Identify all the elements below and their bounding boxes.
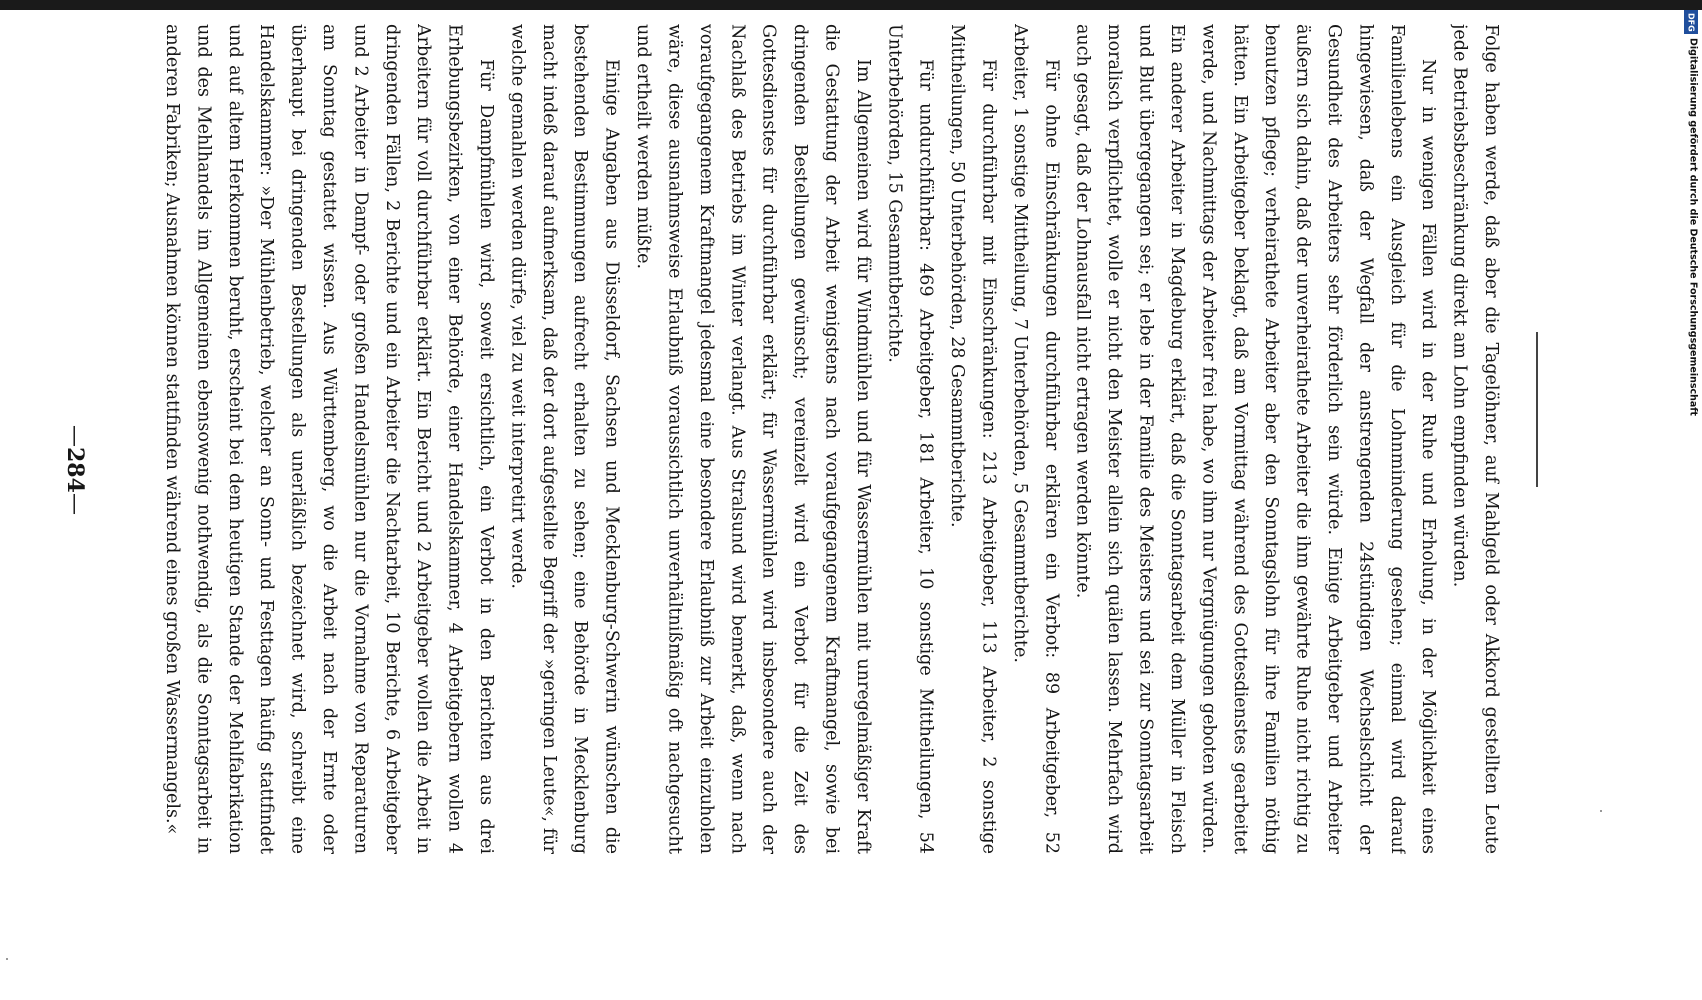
paragraph: Im Allgemeinen wird für Windmühlen und für Wassermühlen mit unregelmäßiger Kraft die Gestattung der Arbeit wenigstens nach voraufgegangenem Kraftmangel, sowie bei dringenden Bestellungen gewünscht; vereinzelt wird ein Verbot für die Zeit des Gottesdienstes für durchführbar erklärt; für Wassermühlen wird insbesondere auch der Nachlaß des Betriebs im Winter verlangt. Aus Stralsund wird bemerkt, daß, wenn nach voraufgegangenem Kraftmangel jedesmal eine besondere Erlaubniß zur Arbeit einzuholen wäre, diese ausnahmsweise Erlaubniß voraussichtlich unverhältnißmäßig oft nachgesucht und ertheilt werden müßte. <box>633 24 873 854</box>
dfg-logo: DFG <box>1684 10 1698 34</box>
paragraph: Folge haben werde, daß aber die Tagelöhner, auf Mahlgeld oder Akkord gestellten Leute jede Betriebsbeschränkung direkt am Lohn empfinden würden. <box>1449 24 1501 854</box>
paragraph: Einige Angaben aus Düsseldorf, Sachsen und Mecklenburg-Schwerin wünschen die bestehenden Bestimmungen aufrecht erhalten zu sehen; eine Behörde in Mecklenburg macht indeß darauf aufmerksam, daß der dort aufgestellte Begriff der »geringen Leute«, für welche gemahlen werden dürfe, viel zu weit interpretirt werde. <box>507 24 622 854</box>
scan-speck <box>6 958 8 960</box>
header-dash-right: — <box>62 492 88 515</box>
page-header <box>60 390 90 550</box>
paragraph: Für Dampfmühlen wird, soweit ersichtlich, ein Verbot in den Berichten aus drei Erhebungsbezirken, von einer Behörde, einer Handelskammer, 4 Arbeitgebern wollen 4 Arbeitern für voll durchführbar erklärt. Ein Bericht und 2 Arbeitgeber wollen die Arbeit in dringenden Fällen, 2 Berichte und ein Arbeiter die Nachtarbeit, 10 Berichte, 6 Arbeitgeber und 2 Arbeiter in Dampf- oder großen Handelsmühlen nur die Vornahme von Reparaturen am Sonntag gestattet wissen. Aus Württemberg, wo die Arbeit nach der Ernte oder überhaupt bei dringenden Bestellungen als unerläßlich bezeichnet wird, schreibt eine Handelskammer: »Der Mühlenbetrieb, welcher an Sonn- und Festtagen häufig stattfindet und auf altem Herkommen beruht, erscheint bei dem heutigen Stande der Mehlfabrikation und des Mehlhandels im Allgemeinen ebensowenig nothwendig, als die Sonntagsarbeit in anderen Fabriken; Ausnahmen können stattfinden während eines großen Wassermangels.« <box>161 24 496 854</box>
paragraph: Für ohne Einschränkungen durchführbar erklären ein Verbot: 89 Arbeitgeber, 52 Arbeiter, 1 sonstige Mittheilung, 7 Unterbehörden, 5 Gesammtberichte. <box>1009 24 1062 854</box>
paragraph: Nur in wenigen Fällen wird in der Ruhe und Erholung, in der Möglichkeit eines Familienlebens ein Ausgleich für die Lohnminderung gesehen; einmal wird darauf hingewiesen, daß der Wegfall der anstrengenden 24stündigen Wechselschicht der Gesundheit des Arbeiters sehr förderlich sein würde. Einige Arbeitgeber und Arbeiter äußern sich dahin, daß der unverheirathete Arbeiter die ihm gewährte Ruhe nicht richtig zu benutzen pflege; verheirathete Arbeiter aber den Sonntagslohn für ihre Familien nöthig hätten. Ein Arbeitgeber beklagt, daß am Vormittag während des Gottesdienstes gearbeitet werde, und Nachmittags der Arbeiter frei habe, wo ihm nur Vergnügungen geboten würden. Ein anderer Arbeiter in Magdeburg erklärt, daß die Sonntagsarbeit dem Müller in Fleisch und Blut übergegangen sei; er lebe in der Familie des Meisters und sei zur Sonntagsarbeit moralisch verpflichtet, wolle er nicht den Meister allein sich quälen lassen. Mehrfach wird auch gesagt, daß der Lohnausfall nicht ertragen werden könnte. <box>1072 24 1439 854</box>
header-dash-left: — <box>62 425 88 448</box>
paragraph: Für durchführbar mit Einschränkungen: 213 Arbeitgeber, 113 Arbeiter, 2 sonstige Mittheilungen, 50 Unterbehörden, 28 Gesammtberichte. <box>947 24 999 854</box>
page-number: 284 <box>62 447 88 493</box>
body-text <box>116 24 1506 854</box>
section-end-rule <box>1536 332 1538 487</box>
scan-speck <box>1600 810 1602 812</box>
paragraph: Für undurchführbar: 469 Arbeitgeber, 181 Arbeiter, 10 sonstige Mittheilungen, 54 Unterbehörden, 15 Gesammtberichte. <box>884 24 936 854</box>
digitization-credit: Digitalisierung gefördert durch die Deutsche Forschungsgemeinschaft <box>1687 38 1699 416</box>
